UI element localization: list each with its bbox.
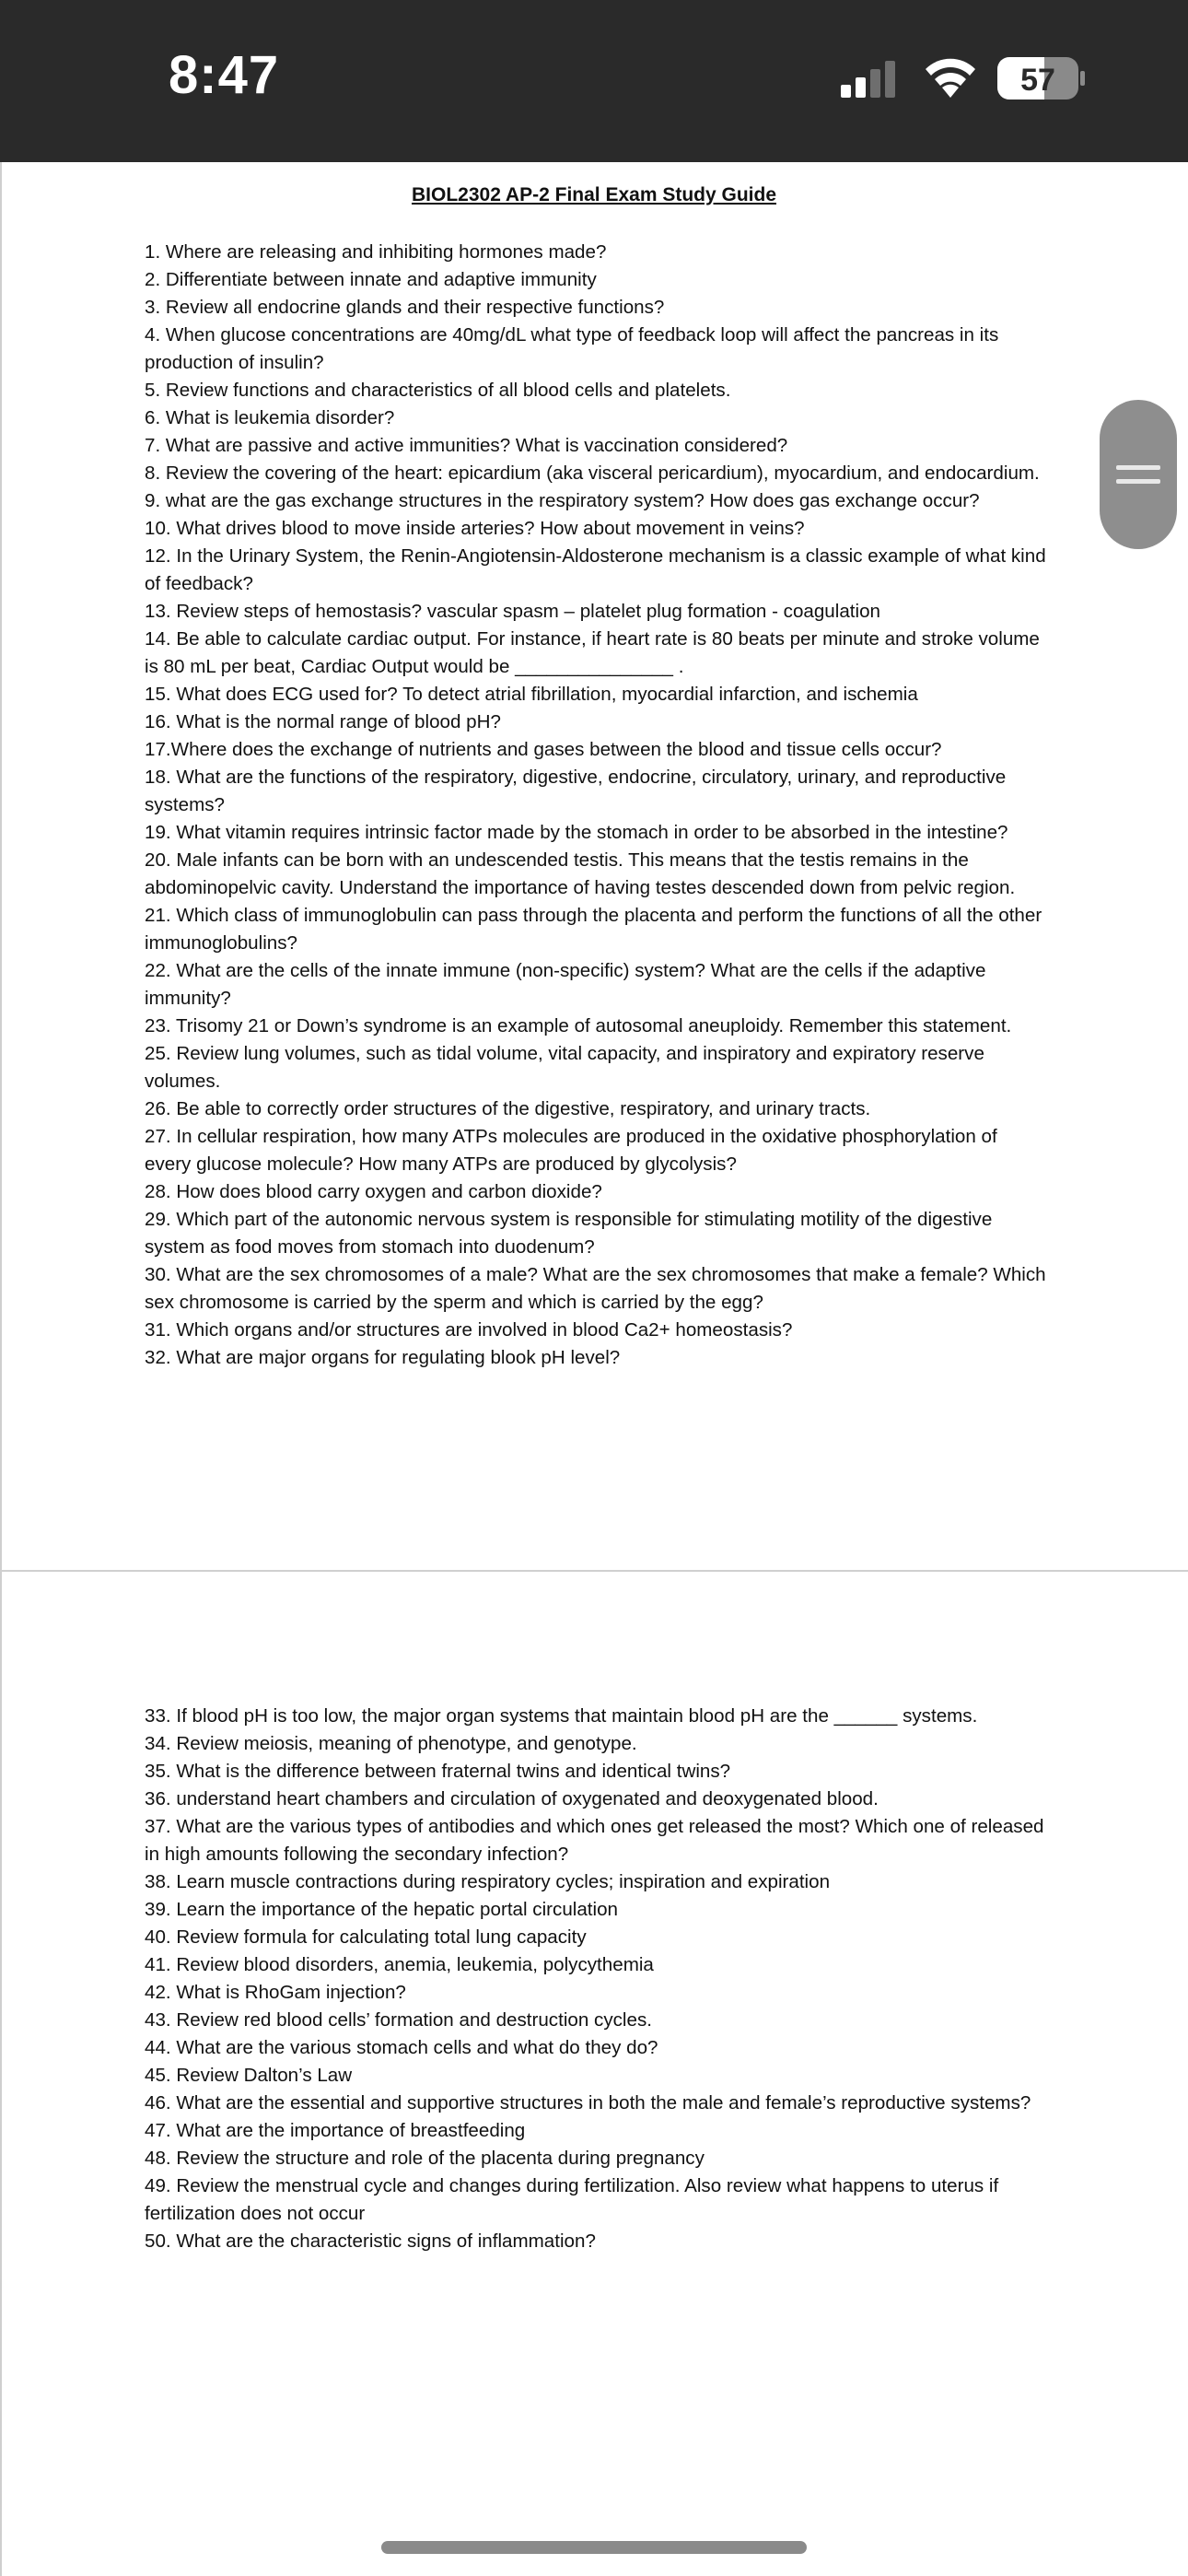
study-question: 44. What are the various stomach cells and what do they do? — [145, 2037, 658, 2058]
study-question: 10. What drives blood to move inside arteries? How about movement in veins? — [145, 518, 805, 539]
study-question: 43. Review red blood cells’ formation and destruction cycles. — [145, 2009, 652, 2031]
study-question: 31. Which organs and/or structures are involved in blood Ca2+ homeostasis? — [145, 1319, 793, 1341]
study-question: 47. What are the importance of breastfeeding — [145, 2120, 526, 2141]
study-question: 41. Review blood disorders, anemia, leukemia, polycythemia — [145, 1954, 654, 1975]
study-question: 9. what are the gas exchange structures in the respiratory system? How does gas exchange occur? — [145, 490, 980, 511]
study-question: 27. In cellular respiration, how many ATPs molecules are produced in the oxidative phosphorylation of every glucose molecule? How many ATPs are produced by glycolysis? — [145, 1126, 997, 1175]
study-question: 49. Review the menstrual cycle and changes during fertilization. Also review what happens to uterus if fertilization does not occur — [145, 2175, 999, 2224]
question-list-page-2 — [145, 1703, 1047, 2255]
study-question: 7. What are passive and active immunities? What is vaccination considered? — [145, 435, 788, 456]
study-question: 4. When glucose concentrations are 40mg/dL what type of feedback loop will affect the pancreas in its production of insulin? — [145, 324, 999, 373]
study-question: 45. Review Dalton’s Law — [145, 2065, 353, 2086]
clock: 8:47 — [169, 45, 280, 105]
status-bar — [0, 0, 1188, 162]
study-question: 21. Which class of immunoglobulin can pass through the placenta and perform the functions of all the other immunoglobulins? — [145, 905, 1042, 954]
study-question: 6. What is leukemia disorder? — [145, 407, 395, 428]
study-question: 40. Review formula for calculating total lung capacity — [145, 1926, 587, 1948]
study-question: 50. What are the characteristic signs of inflammation? — [145, 2231, 596, 2252]
study-question: 3. Review all endocrine glands and their respective functions? — [145, 297, 665, 318]
study-question: 35. What is the difference between fraternal twins and identical twins? — [145, 1761, 731, 1782]
study-question: 1. Where are releasing and inhibiting hormones made? — [145, 241, 607, 263]
study-question: 18. What are the functions of the respiratory, digestive, endocrine, circulatory, urinary, and reproductive systems? — [145, 767, 1007, 815]
study-question: 5. Review functions and characteristics of all blood cells and platelets. — [145, 380, 731, 401]
study-question: 23. Trisomy 21 or Down’s syndrome is an example of autosomal aneuploidy. Remember this statement. — [145, 1015, 1012, 1036]
study-question: 15. What does ECG used for? To detect atrial fibrillation, myocardial infarction, and ischemia — [145, 684, 918, 705]
study-question: 46. What are the essential and supportive structures in both the male and female’s reproductive systems? — [145, 2092, 1031, 2113]
cellular-signal-icon — [841, 61, 905, 98]
study-question: 32. What are major organs for regulating blook pH level? — [145, 1347, 621, 1368]
study-question: 26. Be able to correctly order structures of the digestive, respiratory, and urinary tracts. — [145, 1098, 871, 1119]
study-question: 34. Review meiosis, meaning of phenotype, and genotype. — [145, 1733, 637, 1754]
battery-icon — [997, 57, 1086, 100]
study-question: 38. Learn muscle contractions during respiratory cycles; inspiration and expiration — [145, 1871, 831, 1892]
study-question: 29. Which part of the autonomic nervous system is responsible for stimulating motility of the digestive system as food moves from stomach into duodenum? — [145, 1209, 993, 1258]
study-question: 42. What is RhoGam injection? — [145, 1982, 406, 2003]
document-title: BIOL2302 AP-2 Final Exam Study Guide — [412, 184, 776, 205]
study-question: 13. Review steps of hemostasis? vascular spasm – platelet plug formation - coagulation — [145, 601, 880, 622]
study-question: 36. understand heart chambers and circulation of oxygenated and deoxygenated blood. — [145, 1788, 879, 1809]
study-question: 25. Review lung volumes, such as tidal volume, vital capacity, and inspiratory and expiratory reserve volumes. — [145, 1043, 984, 1092]
study-question: 20. Male infants can be born with an undescended testis. This means that the testis remains in the abdominopelvic cavity. Understand the importance of having testes descended down from pelvic region. — [145, 849, 1016, 898]
study-question: 16. What is the normal range of blood pH? — [145, 711, 501, 732]
study-question: 17.Where does the exchange of nutrients and gases between the blood and tissue cells occur? — [145, 739, 942, 760]
study-question: 12. In the Urinary System, the Renin-Angiotensin-Aldosterone mechanism is a classic example of what kind of feedback? — [145, 545, 1046, 594]
question-list-page-1 — [145, 239, 1047, 1372]
study-question: 39. Learn the importance of the hepatic portal circulation — [145, 1899, 619, 1920]
study-question: 19. What vitamin requires intrinsic factor made by the stomach in order to be absorbed in the intestine? — [145, 822, 1008, 843]
study-question: 2. Differentiate between innate and adaptive immunity — [145, 269, 597, 290]
home-indicator[interactable] — [381, 2541, 807, 2554]
study-question: 30. What are the sex chromosomes of a male? What are the sex chromosomes that make a female? Which sex chromosome is carried by the sperm and which is carried by the egg? — [145, 1264, 1046, 1313]
study-question: 37. What are the various types of antibodies and which ones get released the most? Which one of released in high amounts following the secondary infection? — [145, 1816, 1044, 1865]
wifi-icon — [924, 57, 977, 98]
scroll-handle-icon[interactable] — [1100, 400, 1177, 549]
study-question: 8. Review the covering of the heart: epicardium (aka visceral pericardium), myocardium, and endocardium. — [145, 463, 1040, 484]
study-question: 33. If blood pH is too low, the major organ systems that maintain blood pH are the ______ systems. — [145, 1705, 978, 1727]
study-question: 14. Be able to calculate cardiac output. For instance, if heart rate is 80 beats per minute and stroke volume is 80 mL per beat, Cardiac Output would be _______________ . — [145, 628, 1040, 677]
battery-level: 57 — [1020, 63, 1055, 98]
study-question: 22. What are the cells of the innate immune (non-specific) system? What are the cells if the adaptive immunity? — [145, 960, 986, 1009]
study-question: 48. Review the structure and role of the placenta during pregnancy — [145, 2148, 705, 2169]
study-question: 28. How does blood carry oxygen and carbon dioxide? — [145, 1181, 602, 1202]
